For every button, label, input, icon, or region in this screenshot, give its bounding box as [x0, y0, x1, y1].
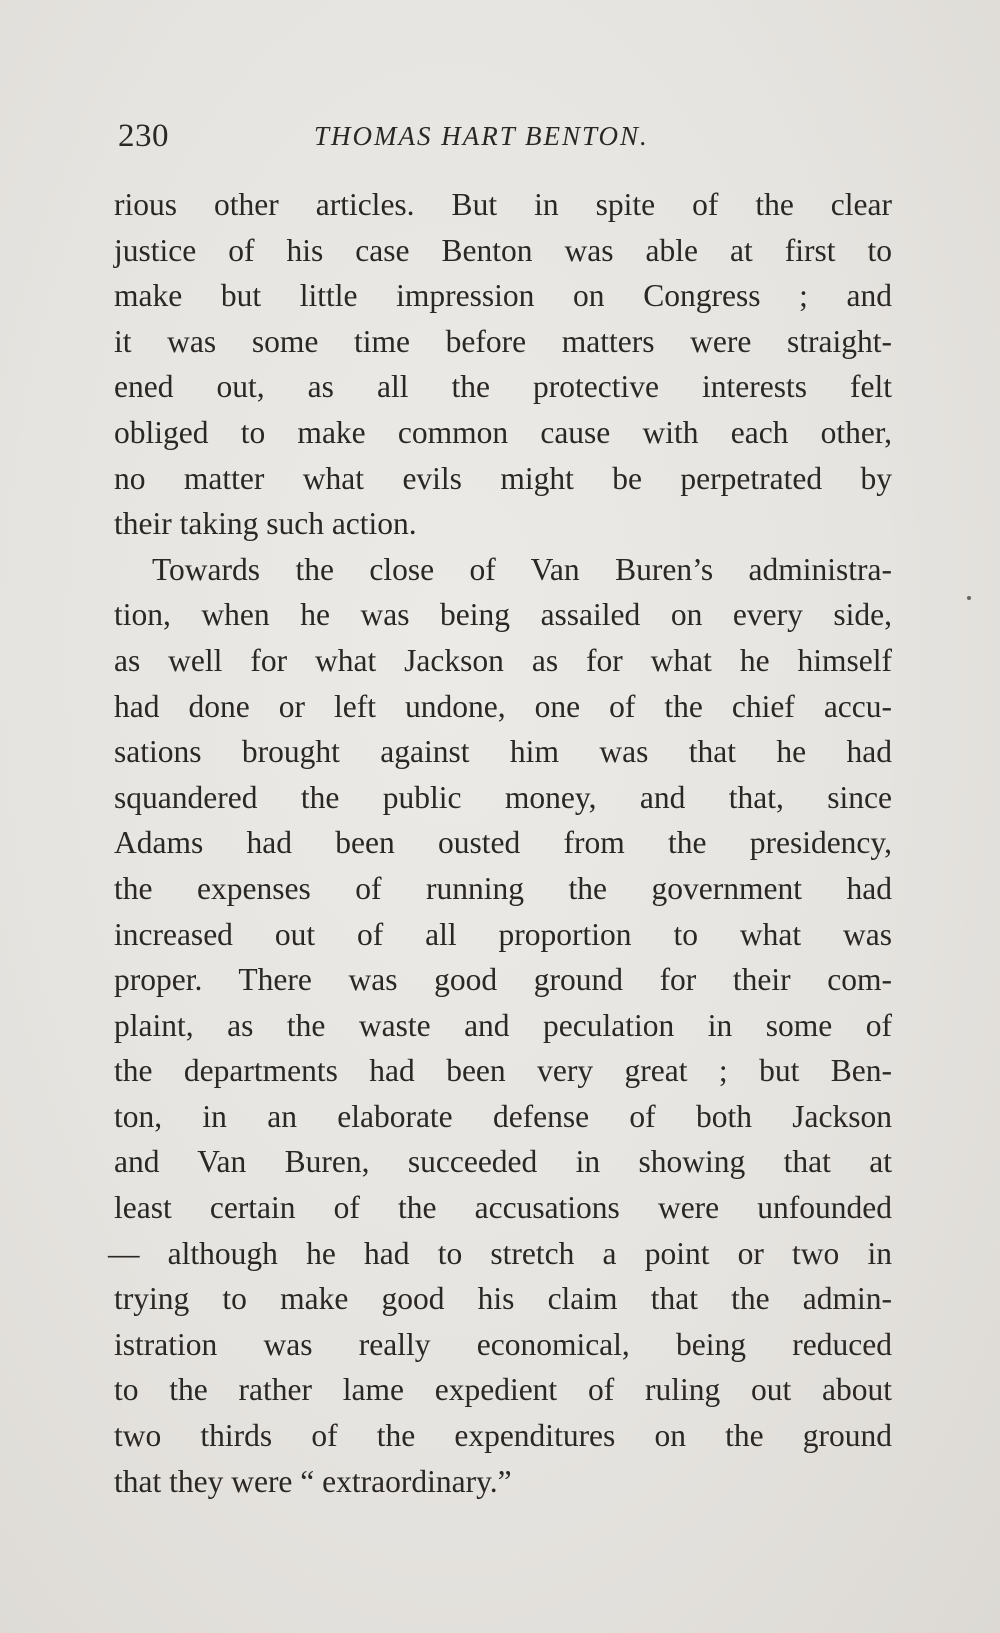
- text-line: obliged to make common cause with each other,: [114, 414, 892, 450]
- body-text: [108, 182, 892, 1504]
- paragraph: [108, 547, 892, 1504]
- paper-speck: [967, 596, 971, 600]
- text-line: the expenses of running the government had: [114, 870, 892, 906]
- text-line: ton, in an elaborate defense of both Jackson: [114, 1098, 892, 1134]
- running-head: [118, 118, 898, 158]
- text-line: sations brought against him was that he had: [114, 734, 892, 770]
- text-line: plaint, as the waste and peculation in some of: [114, 1007, 892, 1043]
- text-line: as well for what Jackson as for what he himself: [114, 642, 892, 678]
- text-line: istration was really economical, being reduced: [114, 1326, 892, 1362]
- text-line: tion, when he was being assailed on every side,: [114, 597, 892, 633]
- running-title: THOMAS HART BENTON.: [314, 121, 649, 151]
- text-line: trying to make good his claim that the admin-: [114, 1281, 892, 1317]
- text-line: the departments had been very great ; but Ben-: [114, 1053, 892, 1089]
- text-line: and Van Buren, succeeded in showing that at: [114, 1144, 892, 1180]
- text-line: two thirds of the expenditures on the ground: [114, 1418, 892, 1454]
- paragraph: [114, 182, 892, 547]
- text-line: no matter what evils might be perpetrated by: [114, 460, 892, 496]
- text-line: ened out, as all the protective interests felt: [114, 369, 892, 405]
- text-line: squandered the public money, and that, since: [114, 779, 892, 815]
- text-line: that they were “ extraordinary.”: [114, 1463, 512, 1499]
- text-line: least certain of the accusations were unfounded: [114, 1190, 892, 1226]
- text-line: Adams had been ousted from the presidency,: [114, 825, 892, 861]
- text-line: had done or left undone, one of the chief accu-: [114, 688, 892, 724]
- text-line: it was some time before matters were straight-: [114, 323, 892, 359]
- text-line: — although he had to stretch a point or two in: [108, 1235, 892, 1271]
- text-line: to the rather lame expedient of ruling out about: [114, 1372, 892, 1408]
- page-number: 230: [118, 118, 169, 154]
- text-line: justice of his case Benton was able at first to: [114, 232, 892, 268]
- text-line: their taking such action.: [114, 506, 417, 542]
- text-line: rious other articles. But in spite of the clear: [114, 187, 892, 222]
- text-line: Towards the close of Van Buren’s administra-: [152, 551, 892, 587]
- text-line: increased out of all proportion to what was: [114, 916, 892, 952]
- text-line: make but little impression on Congress ; and: [114, 278, 892, 314]
- text-line: proper. There was good ground for their com-: [114, 962, 892, 998]
